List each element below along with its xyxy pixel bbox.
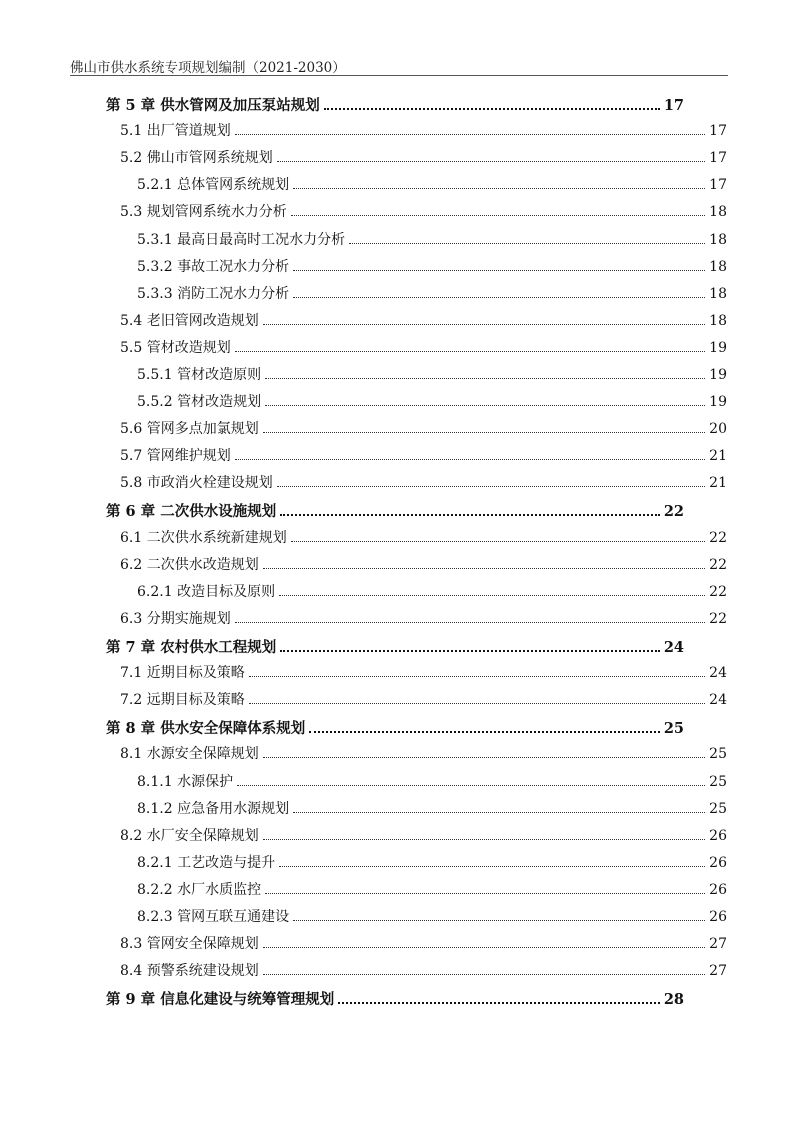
toc-entry-title: 5.3.1 最高日最高时工况水力分析: [137, 231, 346, 248]
toc-entry-title: 5.2.1 总体管网系统规划: [137, 177, 290, 194]
toc-page-number: 22: [709, 610, 727, 627]
toc-page-number: 25: [709, 773, 727, 790]
toc-entry-title: 8.1.2 应急备用水源规划: [137, 800, 290, 817]
toc-page-number: 22: [709, 583, 727, 600]
page-header-title: 佛山市供水系统专项规划编制（2021-2030）: [70, 60, 346, 76]
toc-section-entry[interactable]: [120, 554, 727, 576]
toc-section-entry[interactable]: [120, 337, 727, 359]
toc-dot-leader: [279, 581, 705, 596]
toc-section-entry[interactable]: [120, 445, 727, 467]
toc-chapter-entry[interactable]: [106, 500, 684, 522]
toc-page-number: 24: [709, 665, 727, 682]
toc-entry-title: 第 5 章 供水管网及加压泵站规划: [106, 96, 320, 114]
toc-dot-leader: [293, 256, 705, 271]
toc-page-number: 24: [663, 638, 684, 656]
toc-entry-title: 第 6 章 二次供水设施规划: [106, 503, 277, 520]
toc-entry-title: 6.2.1 改造目标及原则: [137, 583, 276, 600]
toc-subsection-entry[interactable]: [137, 852, 727, 874]
toc-entry-title: 5.4 老旧管网改造规划: [120, 312, 259, 329]
toc-page-number: 21: [709, 475, 727, 492]
toc-section-entry[interactable]: [120, 472, 727, 494]
toc-dot-leader: [280, 500, 660, 517]
toc-dot-leader: [324, 93, 660, 110]
toc-dot-leader: [293, 283, 705, 298]
toc-entry-title: 5.5.2 管材改造规划: [137, 394, 262, 411]
toc-page-number: 19: [709, 367, 727, 383]
toc-section-entry[interactable]: [120, 201, 727, 223]
toc-page-number: 19: [709, 339, 727, 356]
toc-dot-leader: [235, 120, 705, 135]
toc-entry-title: 8.2.1 工艺改造与提升: [137, 854, 276, 871]
toc-chapter-entry[interactable]: [106, 716, 684, 738]
toc-entry-title: 5.5 管材改造规划: [120, 339, 231, 356]
toc-entry-title: 5.6 管网多点加氯规划: [120, 421, 259, 438]
toc-entry-title: 8.1 水源安全保障规划: [120, 746, 259, 763]
toc-dot-leader: [265, 364, 705, 379]
toc-entry-title: 5.3 规划管网系统水力分析: [120, 204, 287, 221]
toc-subsection-entry[interactable]: [137, 229, 727, 251]
toc-page-number: 18: [709, 231, 727, 248]
toc-section-entry[interactable]: [120, 662, 727, 684]
toc-page-number: 26: [709, 909, 727, 925]
toc-subsection-entry[interactable]: [137, 879, 727, 901]
toc-dot-leader: [280, 635, 660, 652]
toc-page-number: 27: [709, 936, 727, 953]
toc-dot-leader: [291, 527, 705, 542]
toc-entry-title: 5.1 出厂管道规划: [120, 123, 231, 140]
toc-dot-leader: [293, 174, 705, 189]
toc-dot-leader: [265, 879, 705, 894]
toc-subsection-entry[interactable]: [137, 798, 727, 820]
toc-entry-title: 7.1 近期目标及策略: [120, 665, 245, 682]
toc-entry-title: 5.8 市政消火栓建设规划: [120, 475, 273, 492]
toc-dot-leader: [293, 906, 705, 921]
toc-page-number: 24: [709, 692, 727, 709]
toc-page-number: 26: [709, 881, 727, 898]
toc-page-number: 26: [709, 827, 727, 844]
toc-subsection-entry[interactable]: [137, 906, 727, 928]
toc-entry-title: 8.2.2 水厂水质监控: [137, 881, 262, 898]
toc-page-number: 18: [709, 204, 727, 221]
toc-section-entry[interactable]: [120, 743, 727, 765]
toc-entry-title: 6.1 二次供水系统新建规划: [120, 529, 287, 546]
toc-page-number: 25: [663, 719, 684, 737]
toc-subsection-entry[interactable]: [137, 283, 727, 305]
toc-entry-title: 6.3 分期实施规划: [120, 610, 231, 627]
toc-chapter-entry[interactable]: [106, 635, 684, 657]
toc-dot-leader: [263, 554, 705, 569]
toc-section-entry[interactable]: [120, 418, 727, 440]
toc-entry-title: 8.1.1 水源保护: [137, 773, 234, 790]
toc-dot-leader: [279, 852, 705, 867]
toc-entry-title: 8.2 水厂安全保障规划: [120, 827, 259, 844]
toc-subsection-entry[interactable]: [137, 771, 727, 793]
toc-chapter-entry[interactable]: [106, 987, 684, 1009]
toc-dot-leader: [263, 933, 705, 948]
toc-entry-title: 第 7 章 农村供水工程规划: [106, 638, 277, 656]
toc-section-entry[interactable]: [120, 689, 727, 711]
toc-page-number: 26: [709, 854, 727, 871]
toc-subsection-entry[interactable]: [137, 581, 727, 603]
toc-section-entry[interactable]: [120, 608, 727, 630]
toc-entry-title: 8.3 管网安全保障规划: [120, 936, 259, 953]
toc-entry-title: 第 9 章 信息化建设与统筹管理规划: [106, 990, 335, 1008]
toc-dot-leader: [235, 608, 705, 623]
toc-entry-title: 第 8 章 供水安全保障体系规划: [106, 719, 306, 737]
toc-entry-title: 7.2 远期目标及策略: [120, 692, 245, 709]
toc-page-number: 17: [709, 177, 727, 194]
toc-dot-leader: [263, 960, 705, 975]
toc-dot-leader: [263, 825, 705, 840]
toc-dot-leader: [291, 201, 705, 216]
toc-subsection-entry[interactable]: [137, 364, 727, 386]
toc-page-number: 22: [709, 529, 727, 546]
header-divider: [70, 75, 728, 76]
toc-entry-title: 5.7 管网维护规划: [120, 448, 231, 465]
toc-section-entry[interactable]: [120, 120, 727, 142]
toc-page-number: 17: [709, 150, 727, 167]
toc-entry-title: 5.3.3 消防工况水力分析: [137, 285, 290, 302]
toc-subsection-entry[interactable]: [137, 174, 727, 196]
toc-entry-title: 5.5.1 管材改造原则: [137, 367, 262, 383]
toc-dot-leader: [249, 662, 705, 677]
toc-page-number: 18: [709, 312, 727, 329]
toc-dot-leader: [277, 147, 705, 162]
toc-page-number: 20: [709, 421, 727, 438]
toc-dot-leader: [293, 798, 705, 813]
toc-page-number: 21: [709, 448, 727, 465]
toc-entry-title: 5.3.2 事故工况水力分析: [137, 258, 290, 275]
toc-dot-leader: [249, 689, 705, 704]
toc-entry-title: 5.2 佛山市管网系统规划: [120, 150, 273, 167]
toc-section-entry[interactable]: [120, 960, 727, 982]
toc-entry-title: 8.4 预警系统建设规划: [120, 963, 259, 980]
toc-dot-leader: [277, 472, 705, 487]
toc-section-entry[interactable]: [120, 825, 727, 847]
toc-dot-leader: [235, 445, 705, 460]
toc-dot-leader: [235, 337, 705, 352]
toc-dot-leader: [309, 716, 660, 733]
toc-dot-leader: [263, 310, 705, 325]
toc-entry-title: 6.2 二次供水改造规划: [120, 556, 259, 573]
toc-page-number: 22: [663, 503, 684, 520]
toc-page-number: 18: [709, 285, 727, 302]
toc-page-number: 17: [663, 96, 684, 114]
toc-dot-leader: [349, 229, 705, 244]
toc-page-number: 25: [709, 800, 727, 817]
toc-subsection-entry[interactable]: [137, 256, 727, 278]
toc-page-number: 27: [709, 963, 727, 980]
toc-dot-leader: [338, 987, 660, 1004]
toc-section-entry[interactable]: [120, 147, 727, 169]
toc-dot-leader: [263, 743, 705, 758]
toc-chapter-entry[interactable]: [106, 93, 684, 115]
toc-dot-leader: [237, 771, 705, 786]
toc-page-number: 18: [709, 258, 727, 275]
toc-page-number: 25: [709, 746, 727, 763]
toc-dot-leader: [263, 418, 705, 433]
toc-page-number: 17: [709, 123, 727, 140]
toc-section-entry[interactable]: [120, 310, 727, 332]
toc-page-number: 19: [709, 394, 727, 411]
toc-entry-title: 8.2.3 管网互联互通建设: [137, 909, 290, 925]
toc-section-entry[interactable]: [120, 527, 727, 549]
toc-page-number: 28: [663, 990, 684, 1008]
toc-dot-leader: [265, 391, 705, 406]
toc-subsection-entry[interactable]: [137, 391, 727, 413]
toc-section-entry[interactable]: [120, 933, 727, 955]
toc-page-number: 22: [709, 556, 727, 573]
